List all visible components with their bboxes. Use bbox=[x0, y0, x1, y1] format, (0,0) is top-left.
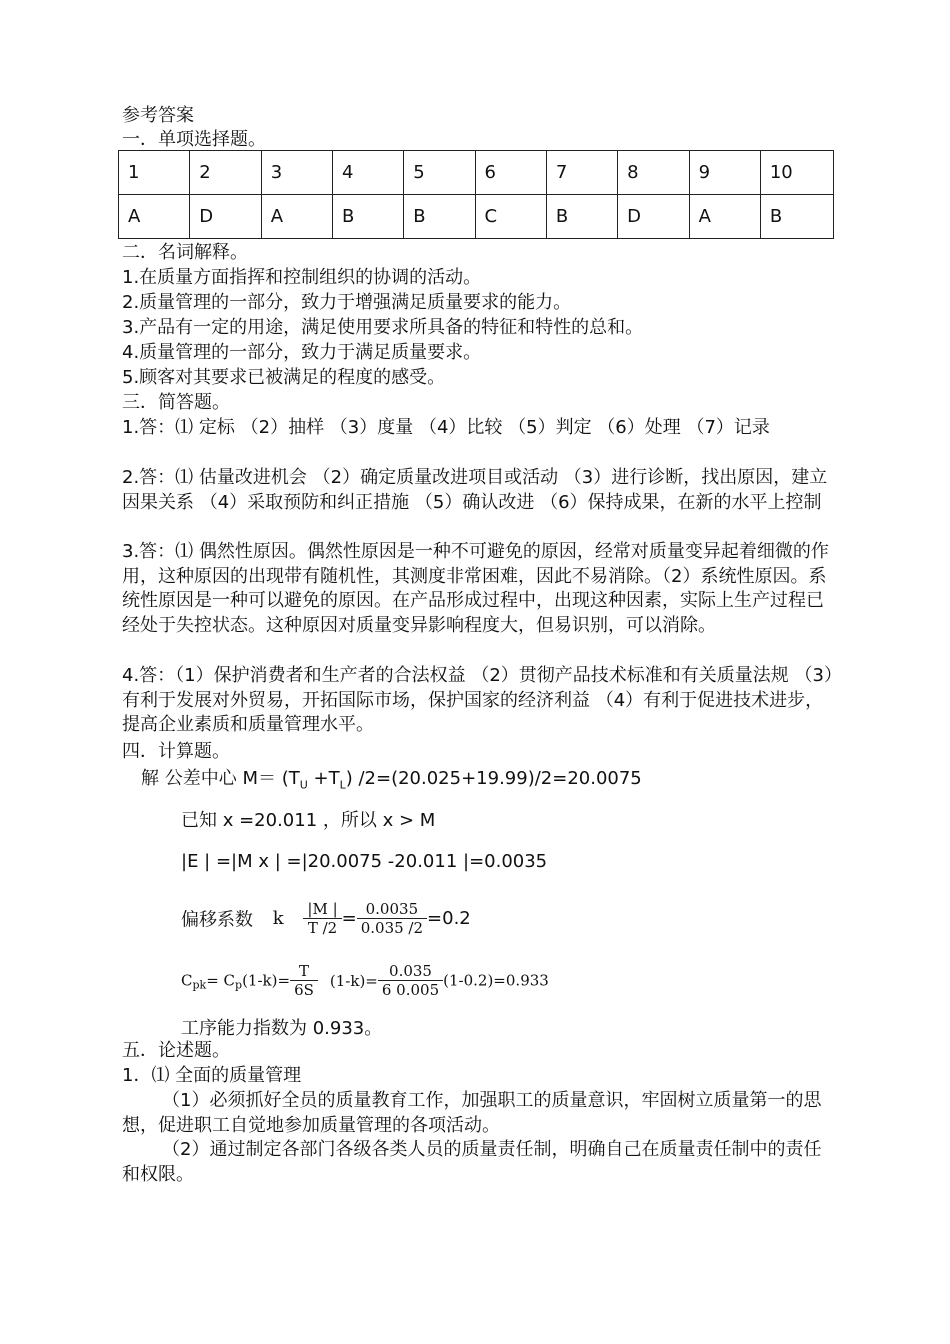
calc-text: (1-k)= bbox=[329, 971, 378, 990]
fraction-denominator: 6S bbox=[294, 981, 314, 999]
tolerance-center-line bbox=[141, 764, 642, 792]
answer-3: 3.答：⑴ 偶然性原因。偶然性原因是一种不可避免的原因，经常对质量变异起着细微的作用，这种原因的出现带有随机性，其测度非常困难，因此不易消除。（2）系统性原因。系统性原因是一种可以避免的原因。在产品形成过程中，出现这种因素，实际上生产过程已经处于失控状态。这种原因对质量变异影响程度大，但易识别，可以消除。 bbox=[122, 541, 829, 636]
answer-table-answer-row bbox=[119, 195, 834, 239]
sub-heading: 1．⑴ 全面的质量管理 bbox=[122, 1065, 302, 1086]
deviation-line: |E | =|M x | =|20.0075 -20.011 |=0.0035 bbox=[181, 851, 548, 872]
table-cell: B bbox=[333, 195, 404, 239]
answer-4: 4.答：（1）保护消费者和生产者的合法权益 （2）贯彻产品技术标准和有关质量法规 （3）有利于发展对外贸易，开拓国际市场，保护国家的经济利益 （4）有利于促进技术进步，提高企业素质和质量管理水平。 bbox=[122, 665, 833, 735]
answer-table-number-row bbox=[119, 151, 834, 195]
fraction bbox=[290, 962, 318, 999]
table-cell: D bbox=[618, 195, 690, 239]
table-cell: 1 bbox=[119, 151, 190, 195]
table-cell: 3 bbox=[261, 151, 332, 195]
table-cell: 7 bbox=[546, 151, 617, 195]
fraction-denominator: 0.035 /2 bbox=[360, 919, 424, 937]
section-5-heading: 五．论述题。 bbox=[122, 1040, 230, 1061]
fraction-denominator: T /2 bbox=[307, 919, 338, 937]
calc-text: (1-k)= bbox=[242, 971, 291, 990]
table-cell: B bbox=[404, 195, 475, 239]
calc-result: =0.2 bbox=[427, 908, 471, 929]
answer-table bbox=[118, 150, 834, 239]
calc-sub: L bbox=[339, 778, 346, 792]
fraction bbox=[303, 900, 341, 937]
essay-paragraph-1: （1）必须抓好全员的质量教育工作，加强职工的质量意识，牢固树立质量第一的思想，促进职工自觉地参加质量管理的各项活动。 bbox=[122, 1090, 822, 1136]
section-3-heading: 三．简答题。 bbox=[122, 392, 230, 413]
section-2-heading: 二．名词解释。 bbox=[122, 242, 248, 263]
list-item: 3.产品有一定的用途，满足使用要求所具备的特征和特性的总和。 bbox=[122, 317, 644, 338]
conclusion-line: 工序能力指数为 0.933。 bbox=[181, 1018, 383, 1039]
table-cell: 8 bbox=[618, 151, 690, 195]
table-cell: 9 bbox=[689, 151, 760, 195]
calc-sub: U bbox=[299, 778, 308, 792]
calc-result: (1-0.2)=0.933 bbox=[443, 971, 549, 990]
offset-coefficient-line: 偏移系数 k $\frac{|M |}{T /2}$ = $\frac{0.0035}{0.035 /2}$ =0.2 bbox=[181, 900, 471, 937]
table-cell: A bbox=[261, 195, 332, 239]
calc-var: k bbox=[272, 908, 284, 929]
fraction-denominator: 6 0.005 bbox=[381, 981, 440, 999]
list-item: 1.在质量方面指挥和控制组织的协调的活动。 bbox=[122, 267, 482, 288]
process-capability-line bbox=[181, 962, 549, 999]
table-cell: C bbox=[475, 195, 546, 239]
answer-1: 1.答：⑴ 定标 （2）抽样 （3）度量 （4）比较 （5）判定 （6）处理 （7）记录 bbox=[122, 417, 770, 438]
calc-text: ) /2=(20.025+19.99)/2=20.0075 bbox=[345, 768, 642, 789]
fraction bbox=[378, 962, 443, 999]
section-4-heading: 四．计算题。 bbox=[122, 741, 230, 762]
list-item: 5.顾客对其要求已被满足的程度的感受。 bbox=[122, 367, 446, 388]
calc-sub: p bbox=[235, 978, 243, 992]
table-cell: 5 bbox=[404, 151, 475, 195]
calc-text: +T bbox=[307, 768, 340, 789]
section-1-heading: 一．单项选择题。 bbox=[122, 129, 266, 150]
calc-text: C bbox=[181, 971, 193, 990]
fraction-numerator: |M | bbox=[303, 900, 341, 919]
table-cell: 6 bbox=[475, 151, 546, 195]
fraction-numerator: 0.035 bbox=[378, 962, 443, 981]
doc-title: 参考答案 bbox=[122, 105, 194, 126]
fraction-numerator: T bbox=[290, 962, 318, 981]
list-item: 2.质量管理的一部分，致力于增强满足质量要求的能力。 bbox=[122, 292, 572, 313]
table-cell: A bbox=[689, 195, 760, 239]
calc-text: = C bbox=[206, 971, 236, 990]
table-cell: B bbox=[546, 195, 617, 239]
table-cell: 4 bbox=[333, 151, 404, 195]
table-cell: B bbox=[760, 195, 833, 239]
fraction-numerator: 0.0035 bbox=[357, 900, 427, 919]
fraction bbox=[357, 900, 427, 937]
calc-sub: pk bbox=[192, 978, 207, 992]
table-cell: 10 bbox=[760, 151, 833, 195]
list-item: 4.质量管理的一部分，致力于满足质量要求。 bbox=[122, 342, 482, 363]
calc-text: 解 公差中心 M＝ (T bbox=[141, 768, 300, 789]
calc-label: 偏移系数 bbox=[181, 909, 253, 931]
table-cell: 2 bbox=[190, 151, 262, 195]
table-cell: D bbox=[190, 195, 262, 239]
answer-2: 2.答：⑴ 估量改进机会 （2）确定质量改进项目或活动 （3）进行诊断，找出原因，建立因果关系 （4）采取预防和纠正措施 （5）确认改进 （6）保持成果，在新的水平上控制 bbox=[122, 467, 828, 513]
essay-paragraph-2: （2）通过制定各部门各级各类人员的质量责任制，明确自己在质量责任制中的责任和权限。 bbox=[122, 1139, 822, 1185]
table-cell: A bbox=[119, 195, 190, 239]
known-value-line: 已知 x =20.011 ，所以 x > M bbox=[181, 810, 436, 831]
